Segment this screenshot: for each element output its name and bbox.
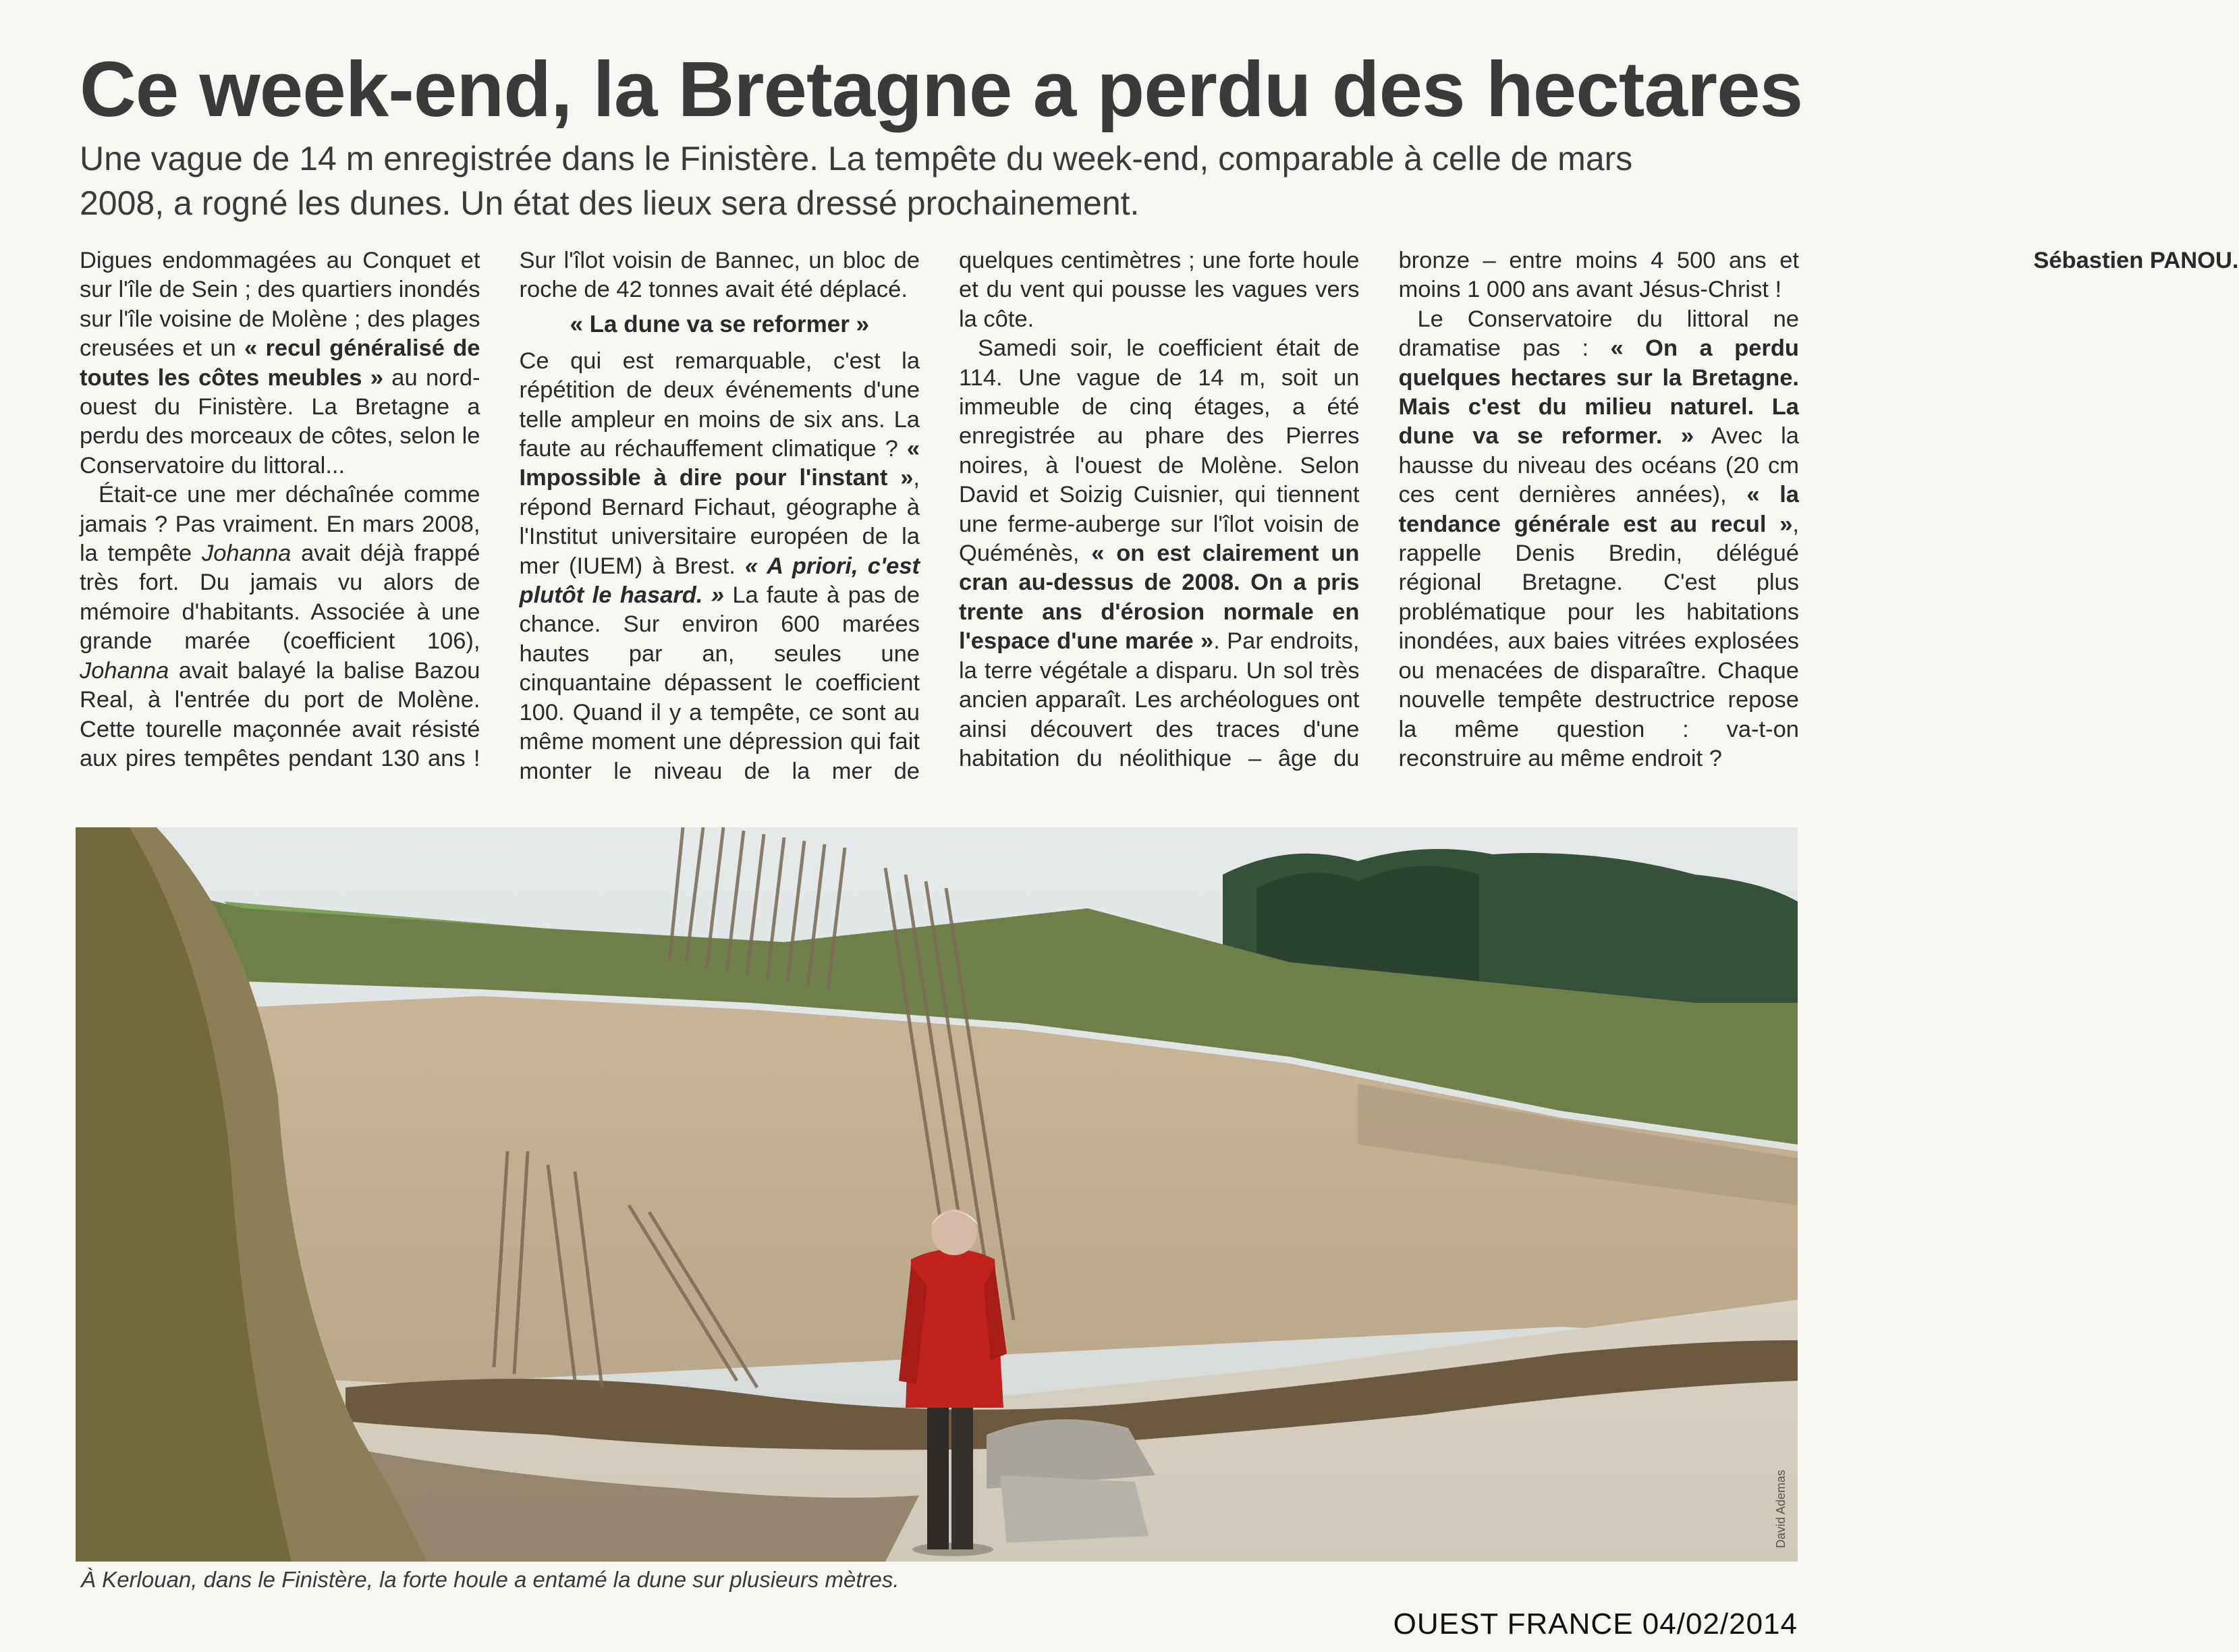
headline: Ce week-end, la Bretagne a perdu des hectares	[80, 45, 1803, 133]
paragraph-4: Samedi soir, le coefficient était de 114. Une vague de 14 m, soit un immeuble de cinq étages, a été enregistrée au phare des Pierres noires, à l'ouest de Molène. Selon David et Soizig Cuisnier, qui tiennent une ferme-auberge sur l'îlot voisin de Quéménès, « on est clairement un cran au-dessus de 2008. On a pris trente ans d'érosion normale en l'espace d'une marée ». Par endroits, la terre végétale a disparu. Un sol très ancien apparaît. Les archéologues ont ainsi découvert des traces d'une habitation du néolithique – âge du bronze – entre moins 4 500 ans et moins 1 000 ans avant Jésus-Christ !	[959, 248, 1799, 771]
subheading: « La dune va se reformer »	[570, 310, 870, 337]
paragraph-3: Ce qui est remarquable, c'est la répétition de deux événements d'une telle ampleur en moins de six ans. La faute au réchauffement climatique ? « Impossible à dire pour l'instant », répond Bernard Fichaut, géographe à l'Institut universitaire européen de la mer (IUEM) à Brest. « A priori, c'est plutôt le hasard. » La faute à pas de chance. Sur environ 600 marées hautes par an, seules une cinquantaine dépassent le coefficient 100. Quand il y a tempête, ce sont au même moment une dépression qui fait monter le niveau de la mer de quelques centimètres ; une forte houle et du vent qui pousse les vagues vers la côte.	[519, 248, 1360, 784]
source-stamp: OUEST FRANCE 04/02/2014	[1393, 1607, 1798, 1641]
paragraph-5: Le Conservatoire du littoral ne dramatise pas : « On a perdu quelques hectares sur la Bretagne. Mais c'est du milieu naturel. La dune va se reformer. » Avec la hausse du niveau des océans (20 cm ces cent dernières années), « la tendance générale est au recul », rappelle Denis Bredin, délégué régional Bretagne. C'est plus problématique pour les habitations inondées, aux baies vitrées explosées ou menacées de disparaître. Chaque nouvelle tempête destructrice repose la même question : va-t-on reconstruire au même endroit ?	[1398, 306, 1799, 771]
paragraph-2: Était-ce une mer déchaînée comme jamais ? Pas vraiment. En mars 2008, la tempête Johanna avait déjà frappé très fort. Du jamais vu alors de mémoire d'habitants. Associée à une grande marée (coefficient 106), Johanna avait balayé la balise Bazou Real, à l'entrée du port de Molène. Cette tourelle maçonnée avait résisté aux pires tempêtes pendant 130 ans ! Sur l'îlot voisin de Bannec, un bloc de roche de 42 tonnes avait été déplacé.	[80, 248, 920, 771]
byline: Sébastien PANOU.	[2033, 248, 2239, 273]
photo-caption: À Kerlouan, dans le Finistère, la forte houle a entamé la dune sur plusieurs mètres.	[81, 1567, 900, 1592]
standfirst: Une vague de 14 m enregistrée dans le Finistère. La tempête du week-end, comparable à celle de mars 2008, a rogné les dunes. Un état des lieux sera dressé prochainement.	[80, 140, 1633, 222]
article-body	[80, 246, 2239, 810]
photo-credit: David Ademas	[1774, 1469, 1788, 1548]
dune-erosion-photo	[76, 827, 1798, 1562]
paragraph-1: Digues endommagées au Conquet et sur l'île de Sein ; des quartiers inondés sur l'île voisine de Molène ; des plages creusées et un « recul généralisé de toutes les côtes meubles » au nord-ouest du Finistère. La Bretagne a perdu des morceaux de côtes, selon le Conservatoire du littoral...	[80, 248, 480, 478]
